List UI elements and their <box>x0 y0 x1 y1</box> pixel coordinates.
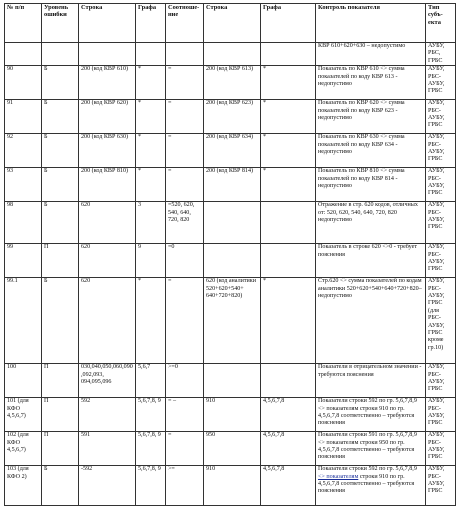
table-row <box>5 432 456 466</box>
cell-column-2 <box>261 202 316 244</box>
cell-number: 93 <box>5 168 42 202</box>
cell-column-2: * <box>261 134 316 168</box>
table-header-row <box>5 4 456 43</box>
cell-subject-type: АУБУ, РБС-АУБУ, ГРБС <box>426 100 456 134</box>
cell-level: Б <box>42 168 79 202</box>
cell-column: * <box>136 278 166 364</box>
cell-row: 592 <box>79 398 136 432</box>
cell-control: Показатель по КВР 810 <> сумма показателей по коду КВР 814 - недопустимо <box>316 168 426 202</box>
cell-control: Показатель по КВР 610 <> сумма показателей по коду КВР 613 - недопустимо <box>316 66 426 100</box>
cell-level <box>42 43 79 66</box>
cell-column-2 <box>261 43 316 66</box>
cell-subject-type: АУБУ, РБС-АУБУ, ГРБС <box>426 244 456 278</box>
cell-row-2 <box>204 364 261 398</box>
cell-row <box>79 43 136 66</box>
cell-level: Б <box>42 66 79 100</box>
cell-control: Показатель по КВР 620 <> сумма показателей по коду КВР 623 - недопустимо <box>316 100 426 134</box>
cell-relation: = <box>166 168 204 202</box>
cell-relation: = <box>166 100 204 134</box>
cell-subject-type: АУБУ, РБС-АУБУ, ГРБС <box>426 168 456 202</box>
table-row <box>5 278 456 364</box>
header-control: Контроль показателя <box>316 4 426 43</box>
cell-control: Показатель по КВР 630 <> сумма показателей по коду КВР 634 - недопустимо <box>316 134 426 168</box>
cell-row-2: 200 (код КВР 613) <box>204 66 261 100</box>
cell-row-2: 200 (код КВР 634) <box>204 134 261 168</box>
cell-level: Б <box>42 466 79 506</box>
cell-subject-type: АУБУ, РБС-АУБУ, ГРБС <box>426 66 456 100</box>
cell-row: 620 <box>79 202 136 244</box>
table-row <box>5 398 456 432</box>
cell-row-2: 200 (код КВР 623) <box>204 100 261 134</box>
cell-control: КВР 610+620+630 – недопустимо <box>316 43 426 66</box>
cell-control: Отражение в стр. 620 кодов, отличных от: 520, 620, 540, 640, 720, 820 недопустимо <box>316 202 426 244</box>
control-text-start: Показатели строки 592 по гр. 5,6,7,8,9 <box>318 466 417 473</box>
cell-relation: = <box>166 66 204 100</box>
cell-control: Показатель в строке 620 <>0 - требует пояснения <box>316 244 426 278</box>
header-column-2: Графа <box>261 4 316 43</box>
table-row <box>5 43 456 66</box>
cell-column: * <box>136 100 166 134</box>
header-column: Графа <box>136 4 166 43</box>
cell-column-2 <box>261 364 316 398</box>
cell-row-2: 620 (код аналитики 520+620+540+ 640+720+820) <box>204 278 261 364</box>
cell-level: П <box>42 364 79 398</box>
cell-column-2: * <box>261 168 316 202</box>
cell-control <box>316 466 426 506</box>
cell-relation: >= <box>166 466 204 506</box>
cell-row-2: 910 <box>204 398 261 432</box>
cell-subject-type: АУБУ, РБС-АУБУ, ГРБС <box>426 364 456 398</box>
cell-subject-type: АУБУ, РБС-АУБУ, ГРБС <box>426 466 456 506</box>
cell-number: 92 <box>5 134 42 168</box>
cell-column: * <box>136 134 166 168</box>
cell-row-2 <box>204 244 261 278</box>
cell-column: 9 <box>136 244 166 278</box>
cell-relation: = <box>166 134 204 168</box>
cell-number: 101 (для КФО 4,5,6,7) <box>5 398 42 432</box>
cell-column-2: * <box>261 278 316 364</box>
cell-control: Показатели строки 591 по гр. 5,6,7,8,9 <> показателям строки 950 по гр. 4,5,6,7,8 соответственно – требуются пояснения <box>316 432 426 466</box>
cell-column: 5,6,7,8, 9 <box>136 432 166 466</box>
cell-row-2: 910 <box>204 466 261 506</box>
cell-column <box>136 43 166 66</box>
cell-row: 200 (код КВР 810) <box>79 168 136 202</box>
cell-control: Показатели в отрицательном значении - требуются пояснения <box>316 364 426 398</box>
cell-subject-type: АУБУ, РБС-АУБУ, ГРБС (для РБС-АУБУ, ГРБС кроме гр.10) <box>426 278 456 364</box>
cell-row: 200 (код КВР 630) <box>79 134 136 168</box>
header-subject-type: Тип субъекта <box>426 4 456 43</box>
cell-column-2: 4,5,6,7,8 <box>261 466 316 506</box>
cell-row: 200 (код КВР 620) <box>79 100 136 134</box>
header-relation: Соотношение <box>166 4 204 43</box>
cell-row: 620 <box>79 244 136 278</box>
cell-relation: = <box>166 278 204 364</box>
cell-row: -592 <box>79 466 136 506</box>
cell-level: Б <box>42 134 79 168</box>
cell-row-2: 200 (код КВР 814) <box>204 168 261 202</box>
cell-column-2 <box>261 244 316 278</box>
cell-control: Показатели строки 592 по гр. 5,6,7,8,9 <> показателям строки 910 по гр. 4,5,6,7,8 соответственно – требуются пояснения <box>316 398 426 432</box>
table-row <box>5 66 456 100</box>
table-row <box>5 100 456 134</box>
cell-number: 91 <box>5 100 42 134</box>
cell-relation: >=0 <box>166 364 204 398</box>
cell-level: П <box>42 398 79 432</box>
header-error-level: Уровень ошибки <box>42 4 79 43</box>
cell-row: 591 <box>79 432 136 466</box>
cell-level: Б <box>42 202 79 244</box>
cell-relation: = <box>166 432 204 466</box>
cell-row-2 <box>204 43 261 66</box>
cell-number: 98 <box>5 202 42 244</box>
cell-relation: = – <box>166 398 204 432</box>
control-ratios-table <box>4 3 456 506</box>
cell-number: 102 (для КФО 4,5,6,7) <box>5 432 42 466</box>
table-row <box>5 244 456 278</box>
cell-level: Б <box>42 278 79 364</box>
table-row <box>5 364 456 398</box>
table-row <box>5 134 456 168</box>
cell-number: 99.1 <box>5 278 42 364</box>
cell-column-2: * <box>261 66 316 100</box>
cell-subject-type: АУБУ, РБС-АУБУ, ГРБС <box>426 432 456 466</box>
cell-row-2 <box>204 202 261 244</box>
cell-row: 620 <box>79 278 136 364</box>
cell-column-2: 4,5,6,7,8 <box>261 432 316 466</box>
table-row <box>5 466 456 506</box>
header-row-2: Строка <box>204 4 261 43</box>
cell-column: 5,6,7,8, 9 <box>136 466 166 506</box>
header-row: Строка <box>79 4 136 43</box>
cell-control: Стр.620 <> сумма показателей по кодам аналитики 520+620+540+640+720+820– недопустимо <box>316 278 426 364</box>
cell-row-2: 950 <box>204 432 261 466</box>
cell-column: * <box>136 168 166 202</box>
cell-level: П <box>42 244 79 278</box>
cell-row: 030,040,050,060,090,092,093, 094,095,096 <box>79 364 136 398</box>
cell-column-2: 4,5,6,7,8 <box>261 398 316 432</box>
control-link[interactable]: <> показателям <box>318 473 359 480</box>
cell-number: 100 <box>5 364 42 398</box>
cell-row: 200 (код КВР 610) <box>79 66 136 100</box>
cell-level: П <box>42 432 79 466</box>
cell-relation: =0 <box>166 244 204 278</box>
cell-level: Б <box>42 100 79 134</box>
cell-subject-type: АУБУ, РБС, ГРБС <box>426 43 456 66</box>
cell-column: * <box>136 66 166 100</box>
control-text-end: строки 910 по гр. 4,5,6,7,8 соответственно – требуются пояснения <box>318 473 415 495</box>
cell-number: 103 (для КФО 2) <box>5 466 42 506</box>
cell-number <box>5 43 42 66</box>
cell-relation: =520, 620, 540, 640, 720, 820 <box>166 202 204 244</box>
cell-subject-type: АУБУ, РБС-АУБУ, ГРБС <box>426 398 456 432</box>
cell-number: 90 <box>5 66 42 100</box>
cell-column: 5,6,7 <box>136 364 166 398</box>
header-number: № п/п <box>5 4 42 43</box>
cell-column: 3 <box>136 202 166 244</box>
cell-number: 99 <box>5 244 42 278</box>
cell-column: 5,6,7,8, 9 <box>136 398 166 432</box>
cell-relation <box>166 43 204 66</box>
cell-column-2: * <box>261 100 316 134</box>
table-row <box>5 202 456 244</box>
cell-subject-type: АУБУ, РБС-АУБУ, ГРБС <box>426 134 456 168</box>
table-row <box>5 168 456 202</box>
cell-subject-type: АУБУ, РБС-АУБУ, ГРБС <box>426 202 456 244</box>
